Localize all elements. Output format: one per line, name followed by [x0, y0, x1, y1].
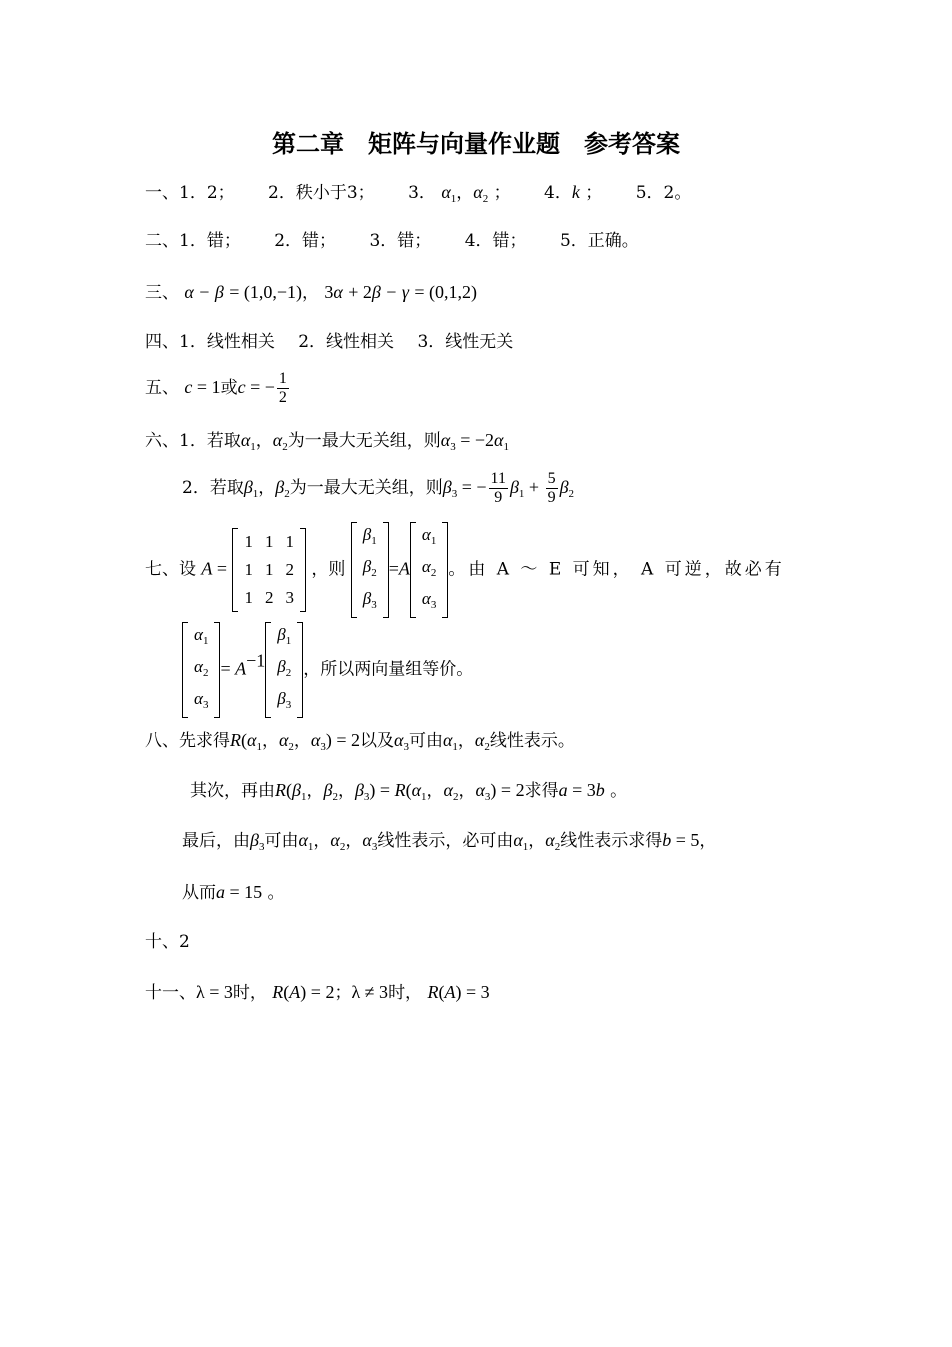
page-title: 第二章 矩阵与向量作业题 参考答案	[272, 130, 680, 158]
answer-section-8-line4: 从而a = 15 。	[182, 882, 285, 903]
answer-section-2: 二、1．错； 2．错； 3．错； 4．错； 5．正确。	[145, 231, 639, 251]
matrix-A: 1 1 1 1 1 2 1 2 3	[232, 528, 306, 612]
answer-section-4: 四、1．线性相关 2．线性相关 3．线性无关	[145, 332, 514, 352]
answer-section-8-line1: 八、先求得$R(\alpha_1$，$\alpha_2$，$\alpha_3) = 2$以及$\alpha_3$可由$\alpha_1$，$\alpha_2$线性表示。	[145, 730, 575, 753]
alpha-vector-2: $\alpha_1$ $\alpha_2$ $\alpha_3$	[182, 622, 220, 718]
answer-section-7-line2: $\alpha_1$ $\alpha_2$ $\alpha_3$ = $A^{-1}$ $\beta_1$ $\beta_2$ $\beta_3$ ，所以两向量组等价。	[182, 622, 473, 718]
answer-section-5: 五、 c = 1或c = − $\frac{1}{2}$	[145, 370, 287, 406]
answer-section-11: 十一、λ = 3时， R(A) = 2；λ ≠ 3时， R(A) = 3	[145, 982, 490, 1003]
beta-vector-2: $\beta_1$ $\beta_2$ $\beta_3$	[265, 622, 303, 718]
answer-section-1: 一、1．2； 2．秩小于3； 3． $\alpha_1$，$\alpha_2$ ； 4．k ； 5．2。	[145, 182, 692, 205]
answer-section-6-line2: 2．若取$\beta_1$，$\beta_2$为一最大无关组，则$\beta_3$ = − $\frac{11}{9}$ $\beta_1$ + $\frac{5}{9}$ $\beta_2$	[182, 470, 575, 506]
answer-section-6-line1: 六、1．若取$\alpha_1$，$\alpha_2$为一最大无关组，则$\alpha_3 = -2\alpha_1$	[145, 430, 509, 453]
beta-vector: $\beta_1$ $\beta_2$ $\beta_3$	[351, 522, 389, 618]
answer-section-8-line2: 其次，再由$R(\beta_1$，$\beta_2$，$\beta_3) = R(\alpha_1$，$\alpha_2$，$\alpha_3) = 2$求得a = 3b 。	[190, 780, 628, 803]
answer-section-10: 十、2	[145, 932, 190, 952]
alpha-vector: $\alpha_1$ $\alpha_2$ $\alpha_3$	[410, 522, 448, 618]
answer-section-8-line3: 最后，由$\beta_3$可由$\alpha_1$，$\alpha_2$，$\alpha_3$线性表示，必可由$\alpha_1$，$\alpha_2$线性表示求得b = 5，	[182, 830, 717, 853]
answer-section-3: 三、 α − β = (1,0,−1)， 3α + 2β − γ = (0,1,2)	[145, 282, 477, 303]
answer-section-7-line1: 七、设 A = 1 1 1 1 1 2 1 2 3 ，则 $\beta_1$ $\beta_2$ $\beta_3$ =A $\alpha_1$ $\alpha_2$ $\alpha_3$ 。由 A ～ E 可知， A 可逆，故必有	[145, 522, 785, 618]
